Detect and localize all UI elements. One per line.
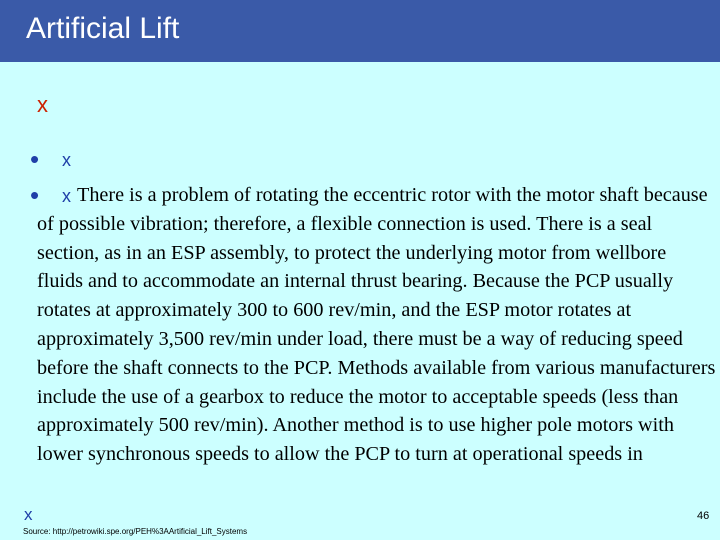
bullet-icon: • — [30, 144, 40, 174]
bullet2-marker: x — [62, 186, 71, 206]
page-number: 46 — [697, 510, 710, 522]
body-paragraph: There is a problem of rotating the eccentric rotor with the motor shaft because of possible vibration; therefore, a flexible connection is used. There is a seal section, as in an ESP assembly, to protect the underlying motor from wellbore fluids and to accommodate an internal thrust bearing. Because the PCP usually rotates at approximately 300 to 600 rev/min, and the ESP motor rotates at approximately 3,500 rev/min under load, there must be a way of reducing speed before the shaft connects to the PCP. Methods available from various manufacturers include the use of a gearbox to reduce the motor to acceptable speeds (less than approximately 500 rev/min). Another method is to use higher pole motors with lower synchronous speeds to allow the PCP to turn at operational speeds in — [37, 184, 716, 466]
bullet-icon: • — [30, 180, 40, 210]
bullet1-marker: x — [62, 150, 71, 170]
slide-title: Artificial Lift — [26, 12, 180, 45]
top-marker: x — [37, 92, 48, 117]
source-citation: Source: http://petrowiki.spe.org/PEH%3AArtificial_Lift_Systems — [23, 527, 248, 536]
title-bar — [0, 0, 720, 62]
bottom-marker: x — [24, 505, 33, 524]
